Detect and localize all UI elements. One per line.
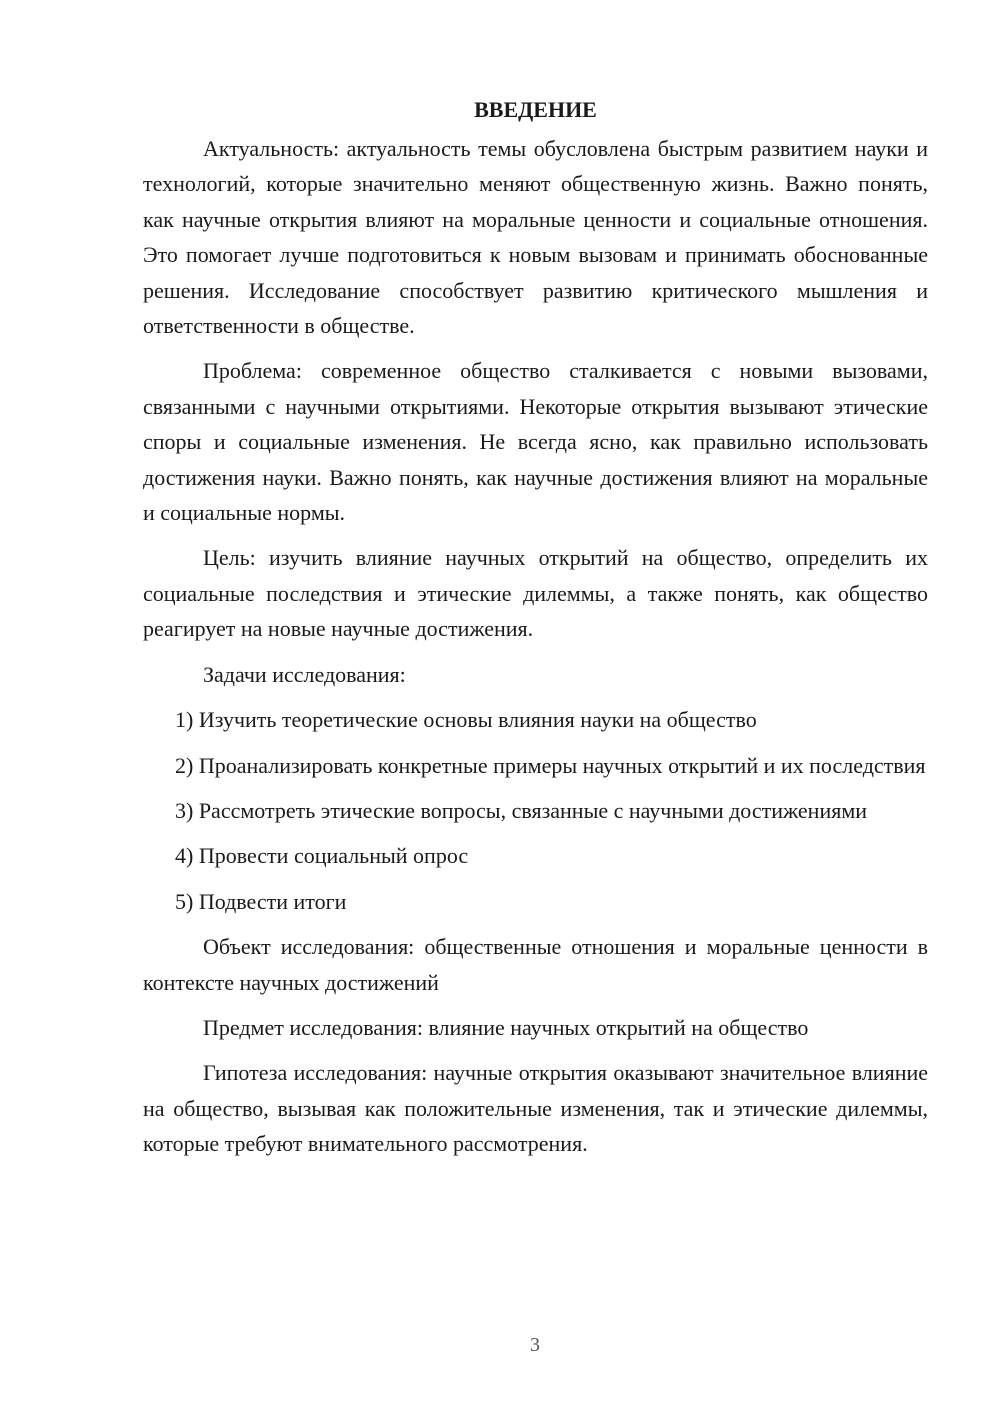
task-item: 4) Провести социальный опрос <box>175 843 469 869</box>
relevance-paragraph: Актуальность: актуальность темы обусловлена быстрым развитием науки и технологий, которые значительно меняют общественную жизнь. Важно понять, как научные открытия влияют на моральные ценности и социальные отношения. Это помогает лучше подготовиться к новым вызовам и принимать обоснованные решения. Исследование способствует развитию критического мышления и ответственности в обществе. <box>143 136 928 339</box>
problem-paragraph: Проблема: современное общество сталкивается с новыми вызовами, связанными с научными открытиями. Некоторые открытия вызывают этические споры и социальные изменения. Не всегда ясно, как правильно использовать достижения науки. Важно понять, как научные достижения влияют на моральные и социальные нормы. <box>143 358 928 526</box>
goal-paragraph: Цель: изучить влияние научных открытий на общество, определить их социальные последствия и этические дилеммы, а также понять, как общество реагирует на новые научные достижения. <box>143 545 928 642</box>
task-item: 3) Рассмотреть этические вопросы, связанные с научными достижениями <box>175 797 868 823</box>
task-item: 2) Проанализировать конкретные примеры научных открытий и их последствия <box>175 752 926 778</box>
page-number: 3 <box>530 1334 540 1356</box>
section-title: ВВЕДЕНИЕ <box>474 97 597 122</box>
task-item: 1) Изучить теоретические основы влияния науки на общество <box>175 707 757 733</box>
subject-paragraph: Предмет исследования: влияние научных открытий на общество <box>203 1014 809 1040</box>
tasks-heading: Задачи исследования: <box>203 661 406 687</box>
task-item: 5) Подвести итоги <box>175 888 347 914</box>
hypothesis-paragraph: Гипотеза исследования: научные открытия оказывают значительное влияние на общество, вызывая как положительные изменения, так и этические дилеммы, которые требуют внимательного рассмотрения. <box>143 1060 928 1157</box>
object-paragraph: Объект исследования: общественные отношения и моральные ценности в контексте научных достижений <box>143 934 928 995</box>
document-page <box>143 92 928 1162</box>
